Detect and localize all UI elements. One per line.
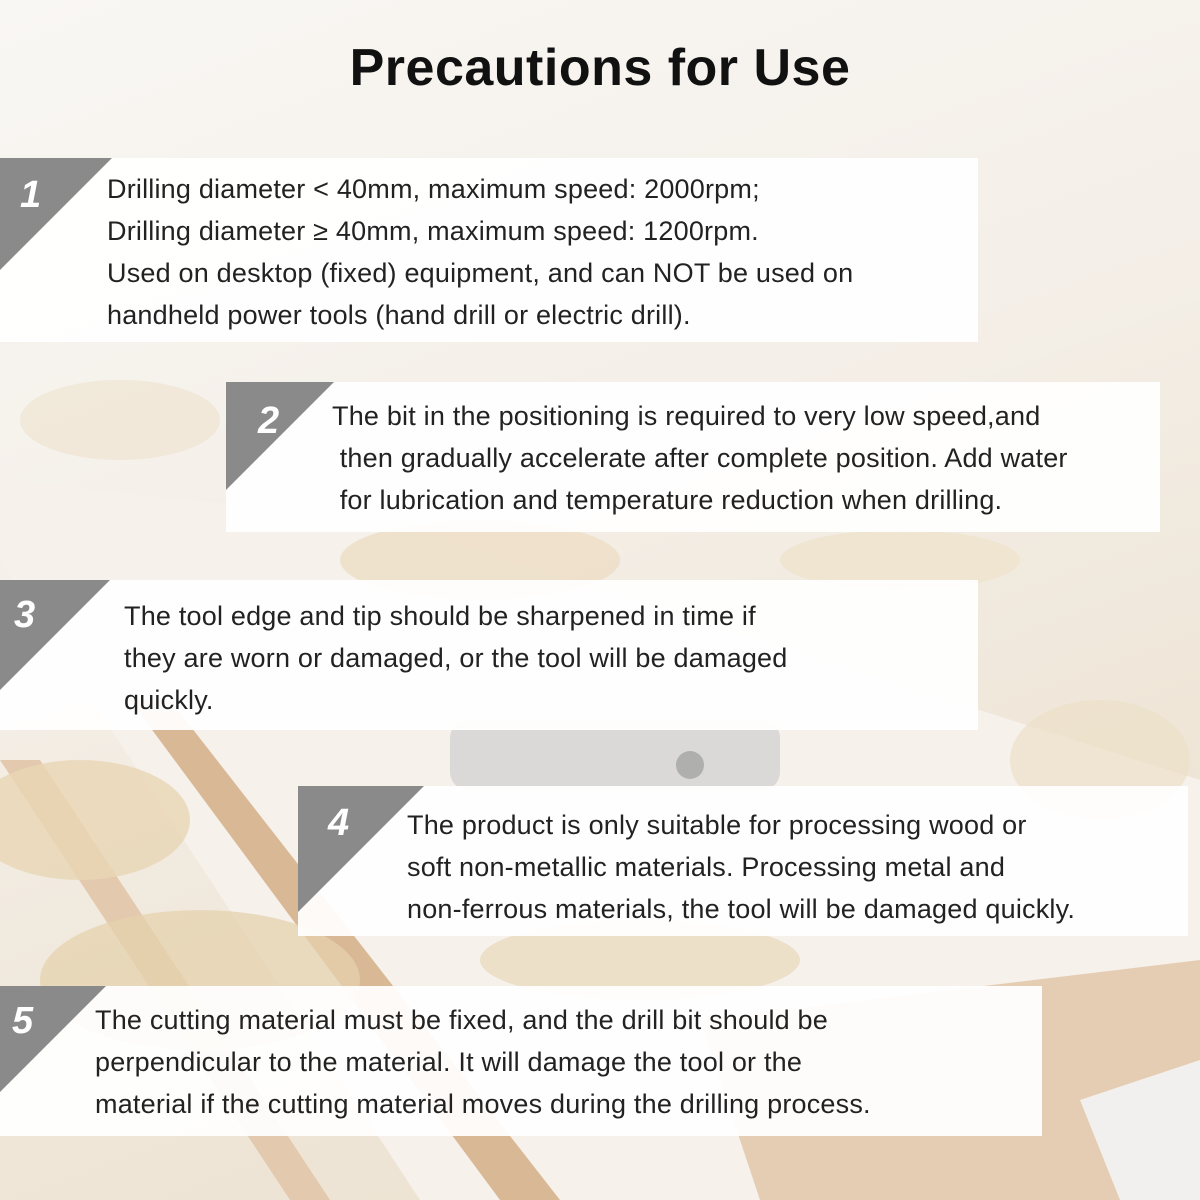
item-number: 3 [14, 594, 36, 636]
text-line: The bit in the positioning is required to very low speed,and [332, 401, 1041, 431]
text-line: material if the cutting material moves during the drilling process. [95, 1089, 871, 1119]
precaution-card-3 [0, 580, 978, 730]
number-badge [0, 158, 112, 270]
precaution-card-2 [226, 382, 1160, 532]
text-line: then gradually accelerate after complete position. Add water [332, 443, 1068, 473]
text-line: non-ferrous materials, the tool will be damaged quickly. [407, 894, 1076, 924]
item-number: 5 [12, 1000, 34, 1042]
text-line: quickly. [124, 685, 214, 715]
text-line: The cutting material must be fixed, and the drill bit should be [95, 1005, 828, 1035]
precaution-card-5 [0, 986, 1042, 1136]
text-line: they are worn or damaged, or the tool will be damaged [124, 643, 788, 673]
text-line: Drilling diameter < 40mm, maximum speed: 2000rpm; [107, 174, 760, 204]
text-line: for lubrication and temperature reduction when drilling. [332, 485, 1003, 515]
text-line: The tool edge and tip should be sharpened in time if [124, 601, 756, 631]
number-badge [226, 382, 334, 490]
text-line: Drilling diameter ≥ 40mm, maximum speed: 1200rpm. [107, 216, 759, 246]
text-line: The product is only suitable for processing wood or [407, 810, 1027, 840]
text-line: perpendicular to the material. It will damage the tool or the [95, 1047, 803, 1077]
page-title: Precautions for Use [349, 39, 851, 97]
text-line: handheld power tools (hand drill or electric drill). [107, 300, 691, 330]
item-number: 4 [328, 802, 350, 844]
precaution-card-1 [0, 158, 978, 342]
number-badge [298, 786, 424, 912]
precaution-card-4 [298, 786, 1188, 936]
item-number: 1 [20, 174, 42, 216]
item-number: 2 [258, 400, 280, 442]
text-line: soft non-metallic materials. Processing metal and [407, 852, 1006, 882]
text-line: Used on desktop (fixed) equipment, and can NOT be used on [107, 258, 854, 288]
